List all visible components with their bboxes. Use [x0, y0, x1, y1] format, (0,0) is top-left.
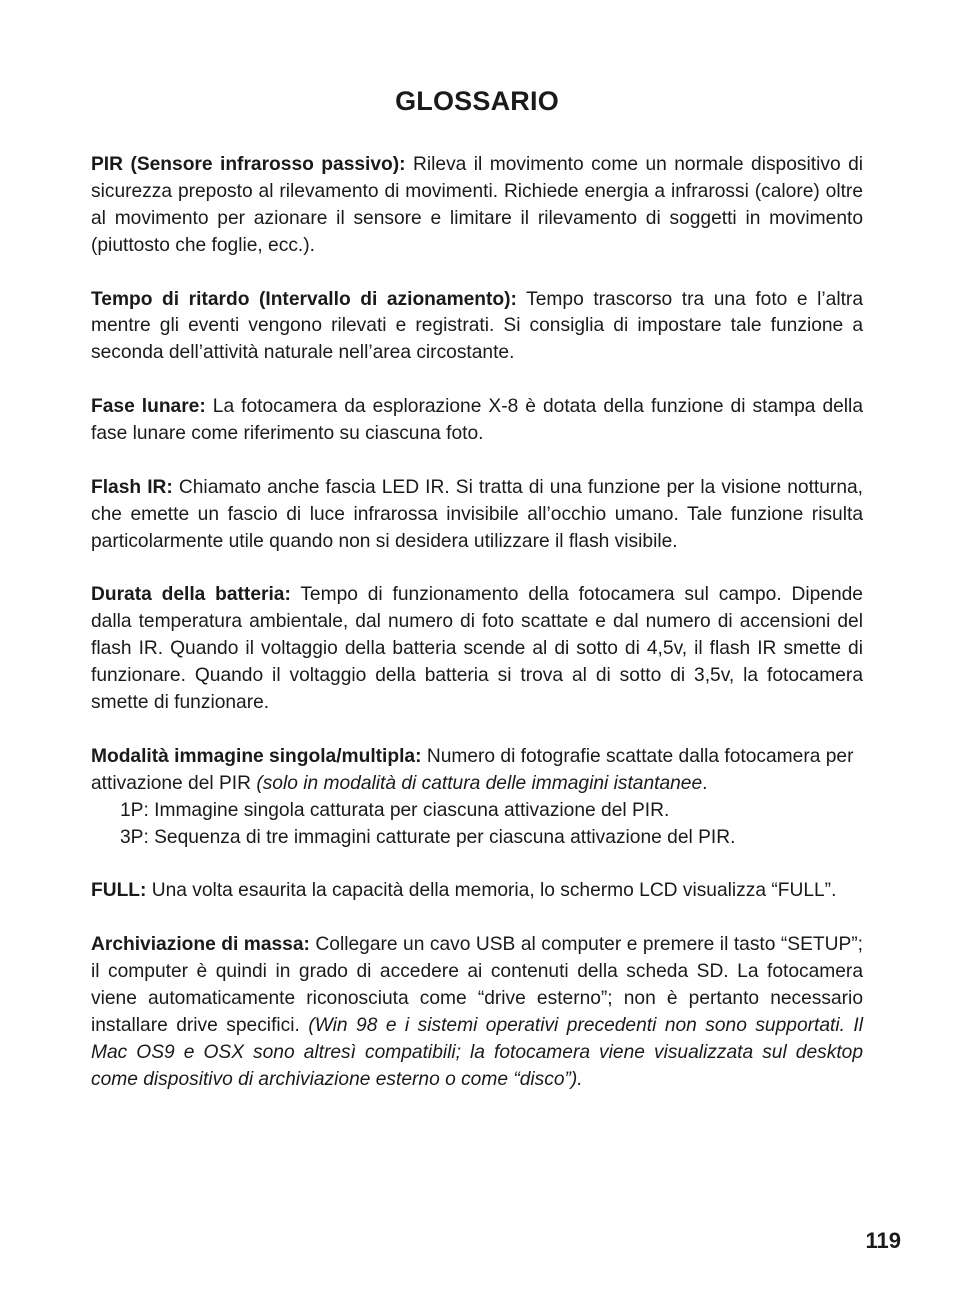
- glossary-entry-fase-lunare: [91, 394, 863, 448]
- term-durata-batteria: Durata della batteria:: [91, 584, 291, 606]
- note-suffix-modalita-immagine: .: [702, 772, 708, 794]
- definition-tempo-di-ritardo: Tempo trascorso tra una foto e l’altra mentre gli eventi vengono rilevati e registrati. Si consiglia di impostare tale funzione a seconda dell’attività naturale nell’area circostante.: [91, 288, 863, 364]
- term-tempo-di-ritardo: Tempo di ritardo (Intervallo di azionamento):: [91, 288, 517, 310]
- definition-modalita-immagine: Numero di fotografie scattate dalla fotocamera per attivazione del PIR: [91, 745, 854, 794]
- term-archiviazione-massa: Archiviazione di massa:: [91, 934, 310, 956]
- definition-archiviazione-massa: Collegare un cavo USB al computer e premere il tasto “SETUP”; il computer è quindi in grado di accedere ai contenuti della scheda SD. La fotocamera viene automaticamente riconosciuta come “drive esterno”; non è pertanto necessario installare drive specifici.: [91, 934, 863, 1036]
- page-number: 119: [865, 1228, 901, 1253]
- term-pir: PIR (Sensore infrarosso passivo):: [91, 154, 406, 175]
- definition-durata-batteria: Tempo di funzionamento della fotocamera sul campo. Dipende dalla temperatura ambientale, dal numero di foto scattate e dal numero di accensioni del flash IR. Quando il voltaggio della batteria scende al di sotto di 4,5v, il flash IR smette di funzionare. Quando il voltaggio della batteria si trova al di sotto di 3,5v, la fotocamera smette di funzionare.: [91, 584, 863, 714]
- note-modalita-immagine: (solo in modalità di cattura delle immagini istantanee: [256, 772, 703, 794]
- glossary-entry-archiviazione-massa: [91, 932, 863, 1093]
- sub-item-1p: 1P: Immagine singola catturata per ciascuna attivazione del PIR.: [120, 799, 670, 821]
- definition-flash-ir: Chiamato anche fascia LED IR. Si tratta di una funzione per la visione notturna, che emette un fascio di luce infrarossa invisibile all’occhio umano. Tale funzione risulta particolarmente utile quando non si desidera utilizzare il flash visibile.: [91, 476, 863, 552]
- glossary-entry-tempo-di-ritardo: [91, 287, 863, 368]
- definition-pir: Rileva il movimento come un normale dispositivo di sicurezza preposto al rilevamento di movimenti. Richiede energia a infrarossi (calore) oltre al movimento per azionare il sensore e limitare il rilevamento di soggetti in movimento (piuttosto che foglie, ecc.).: [91, 154, 864, 256]
- definition-fase-lunare: La fotocamera da esplorazione X-8 è dotata della funzione di stampa della fase lunare come riferimento su ciascuna foto.: [91, 396, 863, 445]
- glossary-entry-full: [91, 878, 863, 905]
- term-modalita-immagine: Modalità immagine singola/multipla:: [91, 745, 422, 767]
- glossary-content: [91, 152, 863, 1121]
- glossary-entry-modalita-immagine: [91, 744, 863, 852]
- term-fase-lunare: Fase lunare:: [91, 396, 206, 418]
- sub-item-3p: 3P: Sequenza di tre immagini catturate per ciascuna attivazione del PIR.: [120, 826, 736, 848]
- definition-full: Una volta esaurita la capacità della memoria, lo schermo LCD visualizza “FULL”.: [151, 880, 837, 902]
- glossary-entry-flash-ir: [91, 475, 863, 556]
- term-full: FULL:: [91, 880, 147, 902]
- note-archiviazione-massa: (Win 98 e i sistemi operativi precedenti non sono supportati. Il Mac OS9 e OSX sono altresì compatibili; la fotocamera viene visualizzata sul desktop come dispositivo di archiviazione esterno o come “disco”).: [91, 1014, 863, 1090]
- glossary-entry-pir: [91, 152, 863, 260]
- term-flash-ir: Flash IR:: [91, 476, 173, 498]
- glossary-entry-durata-batteria: [91, 582, 863, 717]
- page-title: GLOSSARIO: [395, 86, 559, 116]
